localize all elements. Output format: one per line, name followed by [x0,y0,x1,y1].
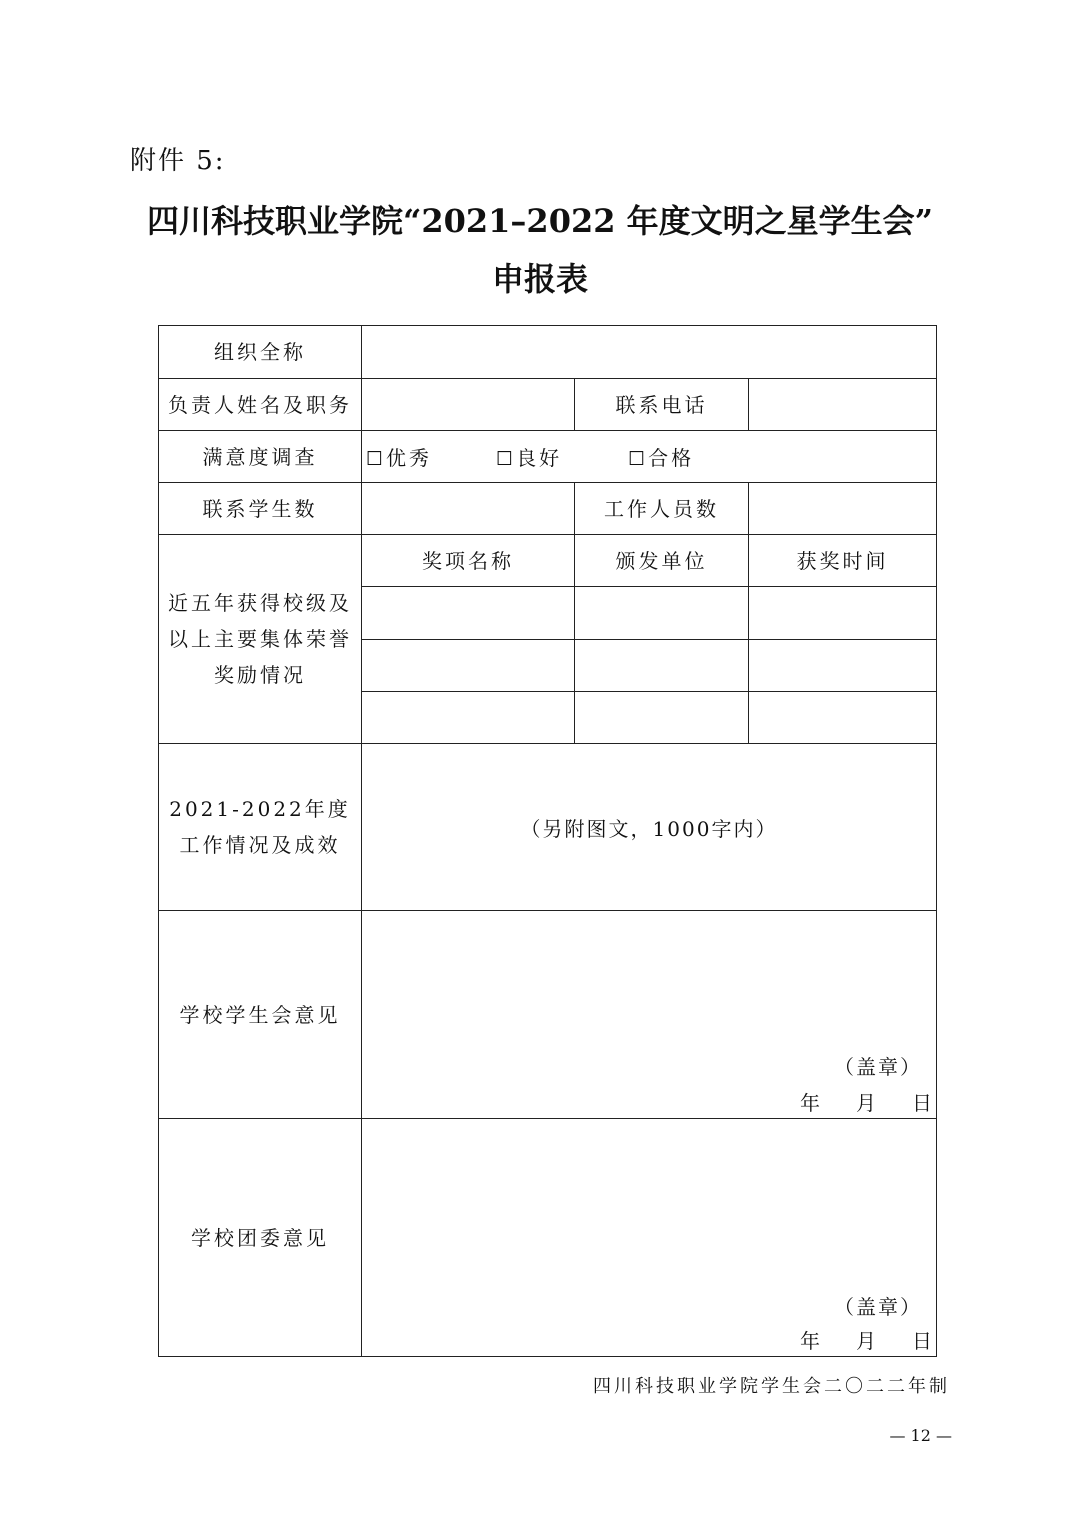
attachment-label: 附件 5: [130,146,226,176]
table-row [159,744,937,911]
table-row [159,1119,937,1357]
students-field[interactable] [362,483,575,535]
satisfaction-label: 满意度调查 [159,431,362,483]
checkbox-icon[interactable]: ☐ [366,448,387,470]
date-line [800,1087,932,1116]
award-name-field[interactable] [362,587,575,640]
award-time-field[interactable] [749,587,937,640]
honors-label: 近五年获得校级及以上主要集体荣誉奖励情况 [159,535,362,744]
leader-label: 负责人姓名及职务 [159,379,362,431]
org-name-label: 组织全称 [159,326,362,379]
option-label: 优秀 [386,446,433,470]
league-opinion-field[interactable] [362,1119,937,1357]
satisfaction-options [362,431,937,483]
seal-label: （盖章） [834,1295,923,1319]
phone-field[interactable] [749,379,937,431]
work-label: 2021-2022年度工作情况及成效 [159,744,362,911]
union-opinion-label: 学校学生会意见 [159,911,362,1119]
date-day: 日 [912,1329,933,1353]
issuer-field[interactable] [575,587,749,640]
date-year: 年 [800,1329,821,1353]
table-row [159,379,937,431]
date-month: 月 [856,1329,877,1353]
date-day: 日 [912,1091,933,1115]
phone-label: 联系电话 [575,379,749,431]
option-label: 合格 [648,446,695,470]
award-time-field[interactable] [749,692,937,744]
leader-field[interactable] [362,379,575,431]
option-label: 良好 [516,446,563,470]
table-row [159,431,937,483]
league-opinion-label: 学校团委意见 [159,1119,362,1357]
issuer-field[interactable] [575,640,749,692]
issuer-field[interactable] [575,692,749,744]
option-pass[interactable] [628,442,694,471]
students-label: 联系学生数 [159,483,362,535]
honors-col-issuer: 颁发单位 [575,535,749,587]
staff-field[interactable] [749,483,937,535]
table-row [159,535,937,587]
option-good[interactable] [496,442,562,471]
application-form-table [158,325,937,1357]
maker-note: 四川科技职业学院学生会二〇二二年制 [593,1376,950,1397]
union-opinion-field[interactable] [362,911,937,1119]
form-title: 四川科技职业学院“2021–2022 年度文明之星学生会” [146,202,934,240]
table-row [159,911,937,1119]
date-year: 年 [800,1091,821,1115]
form-subtitle: 申报表 [491,260,588,298]
option-excellent[interactable] [366,442,432,471]
honors-col-award: 奖项名称 [362,535,575,587]
org-name-field[interactable] [362,326,937,379]
award-time-field[interactable] [749,640,937,692]
table-row [159,326,937,379]
seal-label: （盖章） [834,1055,923,1079]
date-line [800,1325,932,1354]
page-number: — 12 — [889,1426,952,1445]
work-note[interactable]: （另附图文，1000字内） [362,744,937,911]
checkbox-icon[interactable]: ☐ [628,448,649,470]
award-name-field[interactable] [362,692,575,744]
table-row [159,483,937,535]
date-month: 月 [856,1091,877,1115]
staff-label: 工作人员数 [575,483,749,535]
honors-col-time: 获奖时间 [749,535,937,587]
award-name-field[interactable] [362,640,575,692]
checkbox-icon[interactable]: ☐ [496,448,517,470]
